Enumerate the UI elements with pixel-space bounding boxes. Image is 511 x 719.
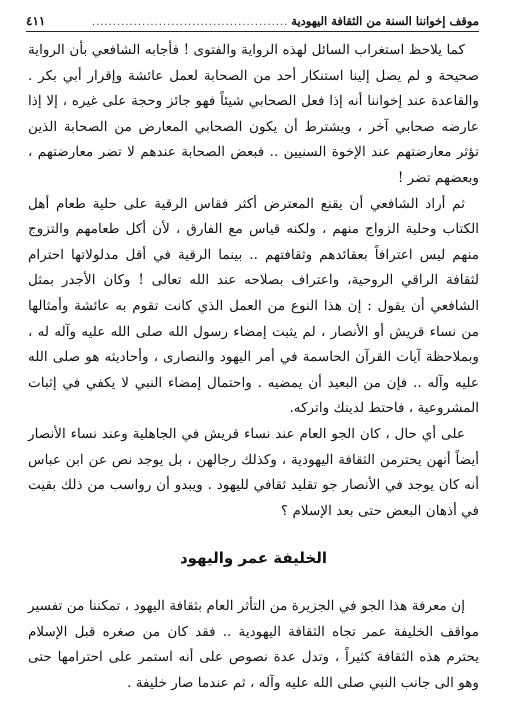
body-section-2 xyxy=(28,594,479,696)
header-leader-dots: ............................................... xyxy=(91,17,289,28)
running-header xyxy=(26,6,479,28)
paragraph: كما يلاحظ استغراب السائل لهذه الرواية والفتوى ! فأجابه الشافعي بأن الرواية صحيحة و لم يصل إلينا استنكار أحد من الصحابة لعمل عائشة وإقرار أبي بكر . والقاعدة عند إخواننا أنه إذا فعل الصحابي شيئاً فهو جائز وحجة على غيره ، إلا إذا عارضه صحابي آخر ، ويشترط أن يكون الصحابي المعارض من الصحابة الذين تؤثر معارضتهم عند الإخوة السنيين .. فبعض الصحابة عندهم لا تضر معارضتهم ، وبعضهم تضر ! xyxy=(28,42,479,186)
body-section-1 xyxy=(28,38,479,524)
paragraph: على أي حال ، كان الجو العام عند نساء قريش في الجاهلية وعند نساء الأنصار أيضاً أنهن يحترمن الثقافة اليهودية ، وكذلك رجالهن ، بل يوجد نص عن ابن عباس أنه كان يوجد في الأنصار جو تقليد ثقافي لليهود . ويبدو أن رواسب من ذلك بقيت في أذهان البعض حتى بعد الإسلام ؟ xyxy=(28,425,479,519)
section-heading: الخليفة عمر واليهود xyxy=(179,549,328,567)
paragraph: ثم أراد الشافعي أن يقنع المعترض أكثر فقاس الرقية على حلية طعام أهل الكتاب وحلية الزواج منهم ، ولكنه قياس مع الفارق ، لأن أكل طعامهم والتزوج منهم ليس اعترافاً بعقائدهم وثقافتهم .. بينما الرقية في أقل مدلولاتها احترام لثقافة الراقي الروحية، واعتراف بصلاحه عند الله تعالى ! وكان الأجدر بمثل الشافعي أن يقول : إن هذا النوع من العمل الذي كانت تقوم به عائشة وأمثالها من نساء قريش أو الأنصار ، لم يثبت إمضاء رسول الله صلى الله عليه وآله له ، وبملاحظة آيات القرآن الحاسمة في أمر اليهود والنصارى ، وأحاديثه هو صلى الله عليه وآله .. فإن من البعيد أن يمضيه . واحتمال إمضاء النبي لا يكفي في إثبات المشروعية ، فاحتط لدينك واتركه. xyxy=(28,195,479,417)
paragraph: إن معرفة هذا الجو في الجزيرة من التأثر العام بثقافة اليهود ، تمكننا من تفسير مواقف الخليفة عمر تجاه الثقافة اليهودية .. فقد كان من صغره قبل الإسلام يحترم هذه الثقافة كثيراً ، وتدل عدة نصوص على أنه استمر على احترامها حتى وهو الى جانب النبي صلى الله عليه وآله ، ثم عندما صار خليفة . xyxy=(28,598,479,691)
running-header-title: موقف إخواننا السنة من الثقافة اليهودية xyxy=(291,14,479,28)
page-number: ٤١١ xyxy=(26,14,46,28)
header-rule xyxy=(26,31,479,32)
